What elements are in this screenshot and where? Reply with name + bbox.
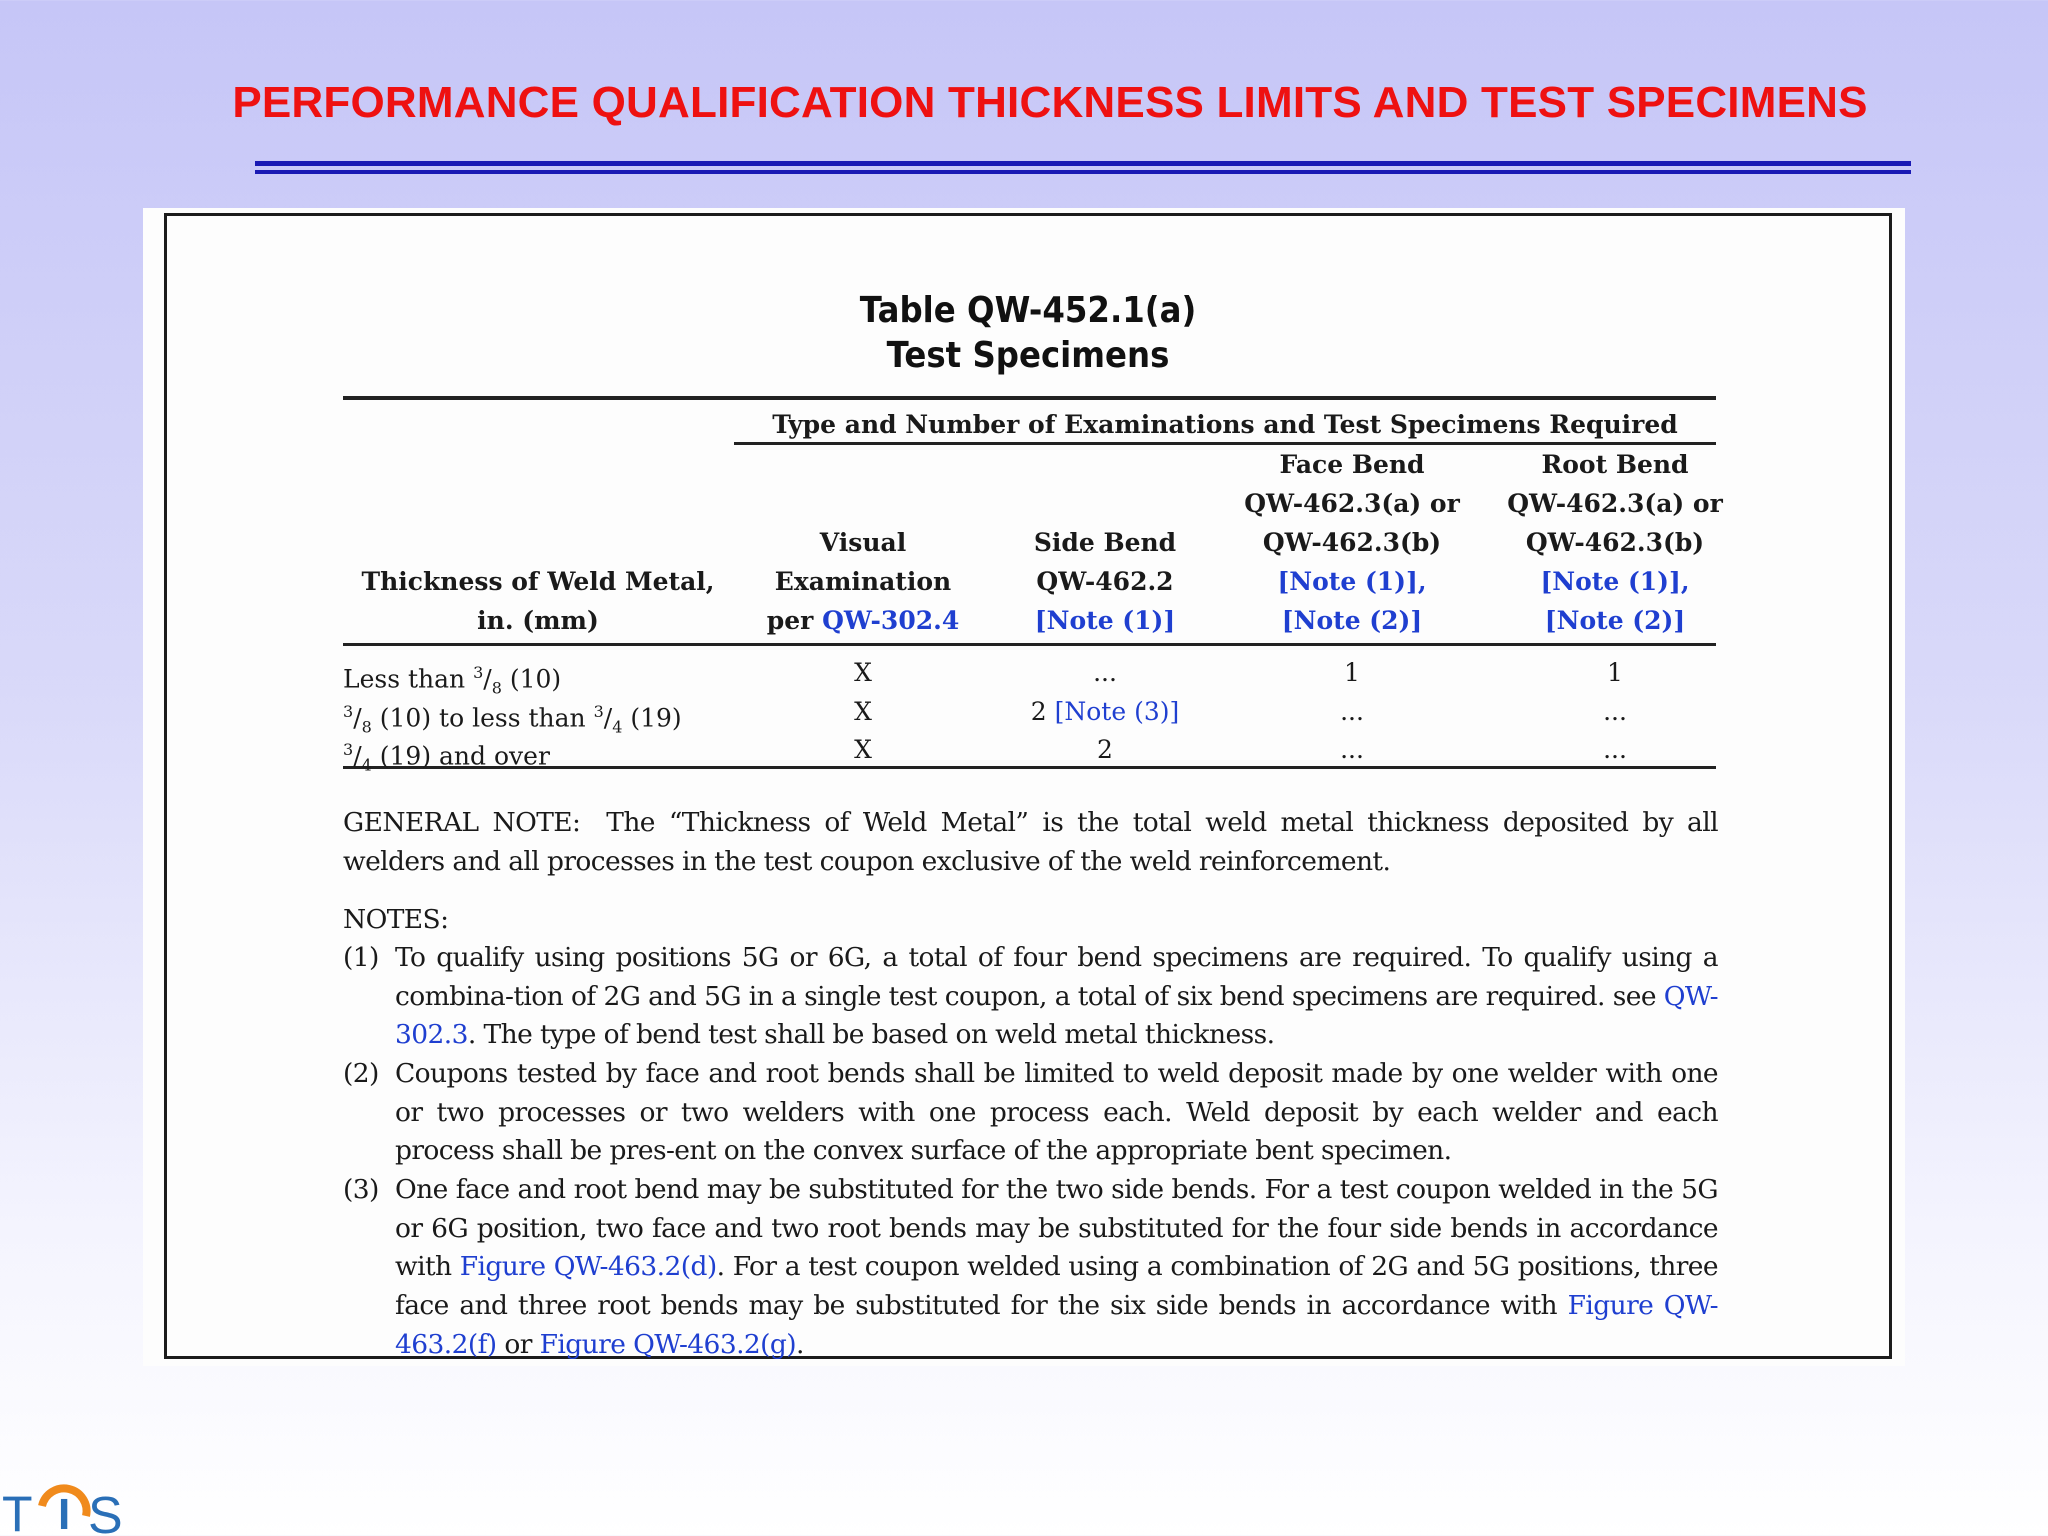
table-row: Less than $^3/_8$ (10) [343, 663, 562, 698]
col-header-face-bend: Face Bend QW-462.3(a) or QW-462.3(b) [Note (1)], [Note (2)] [1232, 445, 1472, 640]
note-number: (3) [343, 1174, 379, 1205]
table-row: $^3/_4$ (19) and over [343, 740, 550, 775]
title-underline-bottom [255, 170, 1911, 174]
row-root-bend: ... [1603, 697, 1627, 726]
table-title: Test Specimens [886, 335, 1170, 376]
table-row: $^3/_8$ (10) to less than $^3/_4$ (19) [343, 702, 682, 737]
general-note: GENERAL NOTE: The “Thickness of Weld Metal” is the total weld metal thickness deposited by all welders and all processes in the test coupon exclusive of the weld reinforcement. [343, 807, 1718, 877]
link-root-note-1[interactable]: [Note (1)], [1540, 567, 1690, 596]
row-visual: X [854, 658, 872, 687]
link-row-note-3[interactable]: [Note (3)] [1054, 697, 1180, 726]
col-header-thickness: Thickness of Weld Metal, in. (mm) [361, 567, 715, 635]
link-face-note-1[interactable]: [Note (1)], [1277, 567, 1427, 596]
header-bottom-rule [343, 643, 1716, 646]
tis-logo [2, 1476, 132, 1536]
row-side-bend: 2 [1097, 735, 1113, 764]
table-document-image [143, 208, 1905, 1366]
title-underline-top [255, 161, 1911, 166]
logo-letter-t: T [2, 1486, 33, 1536]
row-visual: X [854, 697, 872, 726]
row-root-bend: 1 [1607, 658, 1623, 687]
link-figure-qw-463-2f[interactable]: Figure QW-463.2(f) [395, 1290, 1718, 1360]
link-face-note-2[interactable]: [Note (2)] [1281, 606, 1423, 635]
row-side-bend: 2 [Note (3)] [1030, 697, 1180, 726]
list-item: (1) To qualify using positions 5G or 6G, a total of four bend specimens are required. To qualify using a combina-tion of 2G and 5G in a single test coupon, a total of six bend specimens are required. see QW-302.3. The type of bend test shall be based on weld metal thickness. [343, 939, 1718, 1055]
row-face-bend: ... [1340, 735, 1364, 764]
note-number: (2) [343, 1058, 379, 1089]
link-qw-302-4[interactable]: QW-302.4 [822, 606, 960, 635]
document-frame [164, 213, 1892, 1359]
list-item: (3) One face and root bend may be substituted for the two side bends. For a test coupon welded in the 5G or 6G position, two face and two root bends may be substituted for the four side bends in accordance with Figure QW-463.2(d). For a test coupon welded using a combination of 2G and 5G positions, three face and three root bends may be substituted for the six side bends in accordance with Figure QW-463.2(f) or Figure QW-463.2(g). [343, 1171, 1718, 1365]
notes-list [343, 939, 1718, 1360]
link-figure-qw-463-2g[interactable]: Figure QW-463.2(g) [539, 1328, 797, 1360]
link-figure-qw-463-2d[interactable]: Figure QW-463.2(d) [459, 1251, 717, 1283]
row-side-bend: ... [1093, 658, 1117, 687]
col-header-side-bend: Side Bend QW-462.2 [Note (1)] [990, 523, 1220, 640]
col-header-root-bend: Root Bend QW-462.3(a) or QW-462.3(b) [Note (1)], [Note (2)] [1485, 445, 1745, 640]
link-root-note-2[interactable]: [Note (2)] [1544, 606, 1686, 635]
table-top-rule [343, 396, 1716, 400]
row-root-bend: ... [1603, 735, 1627, 764]
logo-letter-s: S [88, 1487, 123, 1536]
row-face-bend: 1 [1344, 658, 1360, 687]
row-face-bend: ... [1340, 697, 1364, 726]
notes-heading: NOTES: [343, 904, 449, 935]
col-header-visual: Visual Examination per QW-302.4 [766, 528, 960, 635]
logo-letter-i: I [58, 1490, 71, 1536]
list-item: (2) Coupons tested by face and root bends shall be limited to weld deposit made by one welder with one or two processes or two welders with one process each. Weld deposit by each welder and each process shall be pres-ent on the convex surface of the appropriate bent specimen. [343, 1055, 1718, 1171]
slide-title: PERFORMANCE QUALIFICATION THICKNESS LIMITS AND TEST SPECIMENS [232, 78, 1868, 127]
link-qw-302-3[interactable]: QW-302.3 [395, 980, 1718, 1051]
group-header: Type and Number of Examinations and Test Specimens Required [772, 410, 1678, 439]
note-number: (1) [343, 942, 379, 973]
row-visual: X [854, 735, 872, 764]
table-number: Table QW-452.1(a) [859, 290, 1197, 331]
link-side-note-1[interactable]: [Note (1)] [1034, 606, 1176, 635]
